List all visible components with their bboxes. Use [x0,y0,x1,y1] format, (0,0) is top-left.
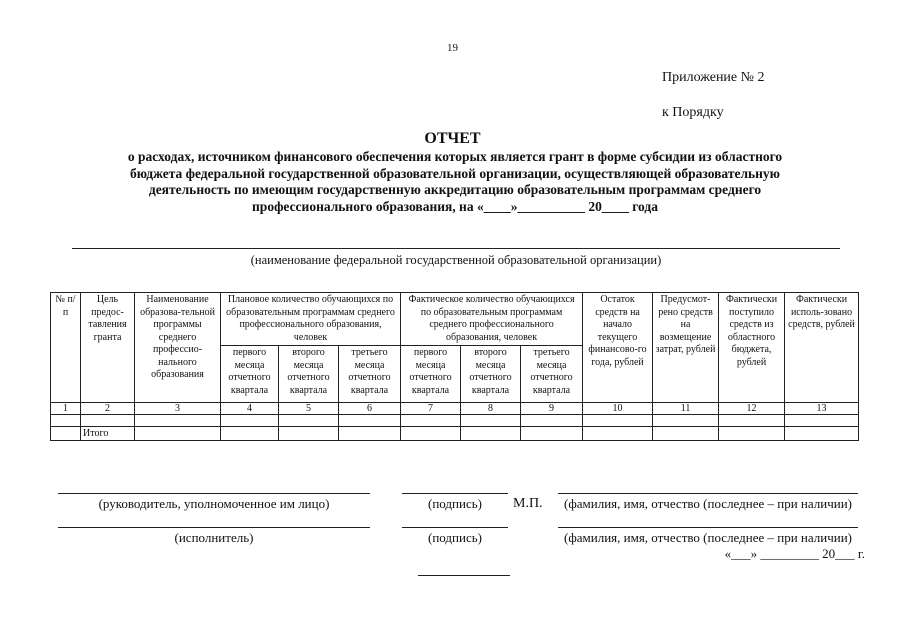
head-sign-line[interactable] [402,493,508,494]
header-planned: Плановое количество обучающихся по образовательным программам среднего профессионального образования, человек [221,293,401,346]
table-cell[interactable] [583,427,653,441]
organization-name-caption: (наименование федеральной государственной образовательной организации) [250,253,662,267]
column-number: 12 [719,403,785,415]
table-cell[interactable] [785,415,859,427]
column-number: 13 [785,403,859,415]
subheader-planned-q3: третьего месяца отчетного квартала [339,346,401,403]
executor-sign-line[interactable] [402,527,508,528]
report-table [50,292,859,441]
column-number: 4 [221,403,279,415]
column-number: 3 [135,403,221,415]
report-subtitle [60,149,850,215]
table-cell[interactable] [81,415,135,427]
organization-name-line[interactable] [72,248,840,249]
subheader-actual-q1: первого месяца отчетного квартала [401,346,461,403]
table-cell[interactable] [461,415,521,427]
subheader-actual-q2: второго месяца отчетного квартала [461,346,521,403]
head-fio-line[interactable] [558,493,858,494]
table-cell[interactable] [583,415,653,427]
table-row [51,415,859,427]
subtitle-line: бюджета федеральной государственной образовательной организации, осуществляющей образовательную [129,165,781,181]
table-cell[interactable] [785,427,859,441]
table-cell[interactable] [135,415,221,427]
head-signature-line[interactable] [58,493,370,494]
column-number: 11 [653,403,719,415]
table-cell[interactable] [135,427,221,441]
table-cell[interactable] [401,415,461,427]
table-cell[interactable] [719,427,785,441]
column-number: 10 [583,403,653,415]
header-received: Фактически поступило средств из областного бюджета, рублей [719,293,785,403]
header-expected: Предусмот-рено средств на возмещение затрат, рублей [653,293,719,403]
column-number: 1 [51,403,81,415]
executor-fio-line[interactable] [558,527,858,528]
stamp-label: М.П. [513,496,543,511]
report-title: ОТЧЕТ [424,130,481,147]
table-cell[interactable] [461,427,521,441]
header-balance: Остаток средств на начало текущего финансово-го года, рублей [583,293,653,403]
column-number: 9 [521,403,583,415]
subtitle-line: о расходах, источником финансового обеспечения которых является грант в форме субсидии из областного [127,149,783,164]
appendix-label: Приложение № 2 [662,70,765,85]
table-cell[interactable] [521,415,583,427]
date-field[interactable]: «___» _________ 20___ г. [724,546,865,561]
page-number: 19 [447,42,458,54]
column-number: 8 [461,403,521,415]
table-cell[interactable] [279,427,339,441]
head-caption: (руководитель, уполномоченное им лицо) [98,496,330,511]
executor-caption: (исполнитель) [174,530,254,545]
table-cell[interactable] [521,427,583,441]
head-sign-caption: (подпись) [428,496,482,511]
total-label: Итого [81,427,135,441]
table-cell[interactable] [221,415,279,427]
table-cell[interactable] [51,427,81,441]
header-actual: Фактическое количество обучающихся по образовательным программам среднего профессионального образования, человек [401,293,583,346]
column-number: 2 [81,403,135,415]
header-purpose: Цель предос-тавления гранта [81,293,135,403]
column-number: 7 [401,403,461,415]
subheader-actual-q3: третьего месяца отчетного квартала [521,346,583,403]
table-cell[interactable] [401,427,461,441]
table-cell[interactable] [653,427,719,441]
subheader-planned-q2: второго месяца отчетного квартала [279,346,339,403]
header-row [51,293,859,346]
table-cell[interactable] [221,427,279,441]
executor-fio-caption: (фамилия, имя, отчество (последнее – при наличии) [564,530,852,545]
column-number: 5 [279,403,339,415]
subtitle-line: профессионального образования, на «____»__________ 20____ года [252,198,658,214]
table-cell[interactable] [719,415,785,427]
subtitle-line: деятельность по имеющим государственную аккредитацию образовательным программам среднего [148,182,762,197]
header-used: Фактически исполь-зовано средств, рублей [785,293,859,403]
subheader-planned-q1: первого месяца отчетного квартала [221,346,279,403]
header-program: Наименование образова-тельной программы среднего профессио-нального образования [135,293,221,403]
table-cell[interactable] [339,427,401,441]
table-cell[interactable] [339,415,401,427]
head-fio-caption: (фамилия, имя, отчество (последнее – при наличии) [564,496,852,511]
table-cell[interactable] [51,415,81,427]
order-label: к Порядку [662,105,724,120]
table-cell[interactable] [653,415,719,427]
column-number: 6 [339,403,401,415]
header-number: № п/п [51,293,81,403]
table-cell[interactable] [279,415,339,427]
executor-line[interactable] [58,527,370,528]
footer-line [418,575,510,576]
column-number-row [51,403,859,415]
total-row [51,427,859,441]
executor-sign-caption: (подпись) [428,530,482,545]
